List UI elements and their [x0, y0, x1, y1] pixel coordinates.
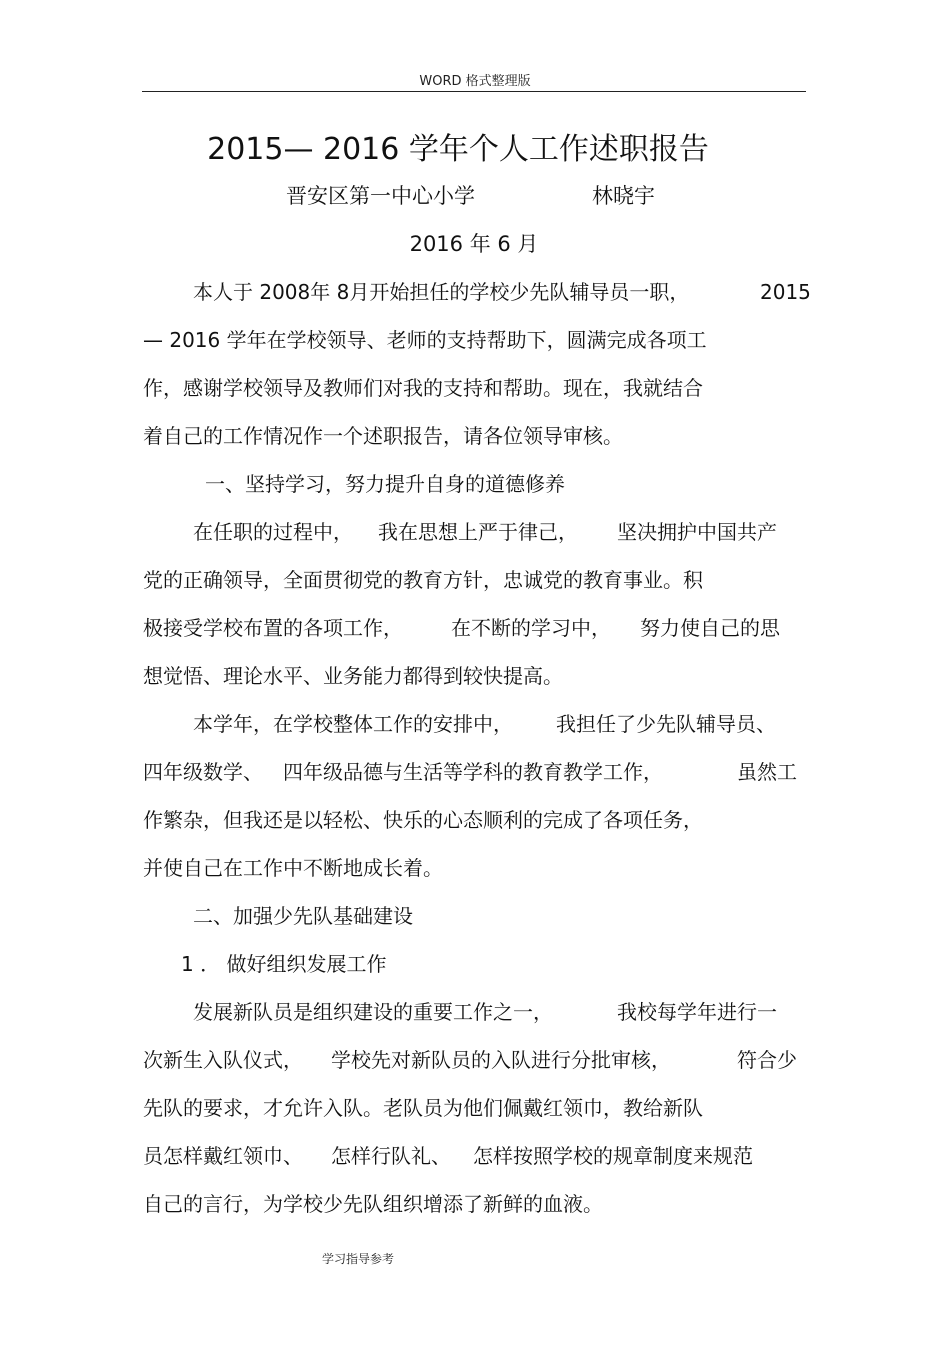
- body-line: 我校每学年进行一: [617, 1000, 777, 1024]
- body-line: 学校先对新队员的入队进行分批审核，: [331, 1048, 671, 1072]
- body-line: 发展新队员是组织建设的重要工作之一，: [193, 1000, 553, 1024]
- body-line: 次新生入队仪式，: [143, 1048, 303, 1072]
- body-line: 并使自己在工作中不断地成长着。: [143, 856, 443, 880]
- body-line: 想觉悟、理论水平、业务能力都得到较快提高。: [143, 664, 563, 688]
- body-line: 极接受学校布置的各项工作，: [143, 616, 403, 640]
- body-line: 作，感谢学校领导及教师们对我的支持和帮助。现在，我就结合: [143, 376, 703, 400]
- body-line: 着自己的工作情况作一个述职报告，请各位领导审核。: [143, 424, 623, 448]
- body-line: 本学年，在学校整体工作的安排中，: [193, 712, 513, 736]
- page-footer: 学习指导参考: [322, 1252, 395, 1266]
- body-line: 努力使自己的思: [640, 616, 780, 640]
- body-line: 本人于 2008年 8月开始担任的学校少先队辅导员一职，: [193, 280, 690, 304]
- header-divider: [142, 91, 806, 92]
- body-line: 四年级品德与生活等学科的教育教学工作，: [283, 760, 663, 784]
- body-line: 党的正确领导，全面贯彻党的教育方针，忠诚党的教育事业。积: [143, 568, 703, 592]
- body-line: 虽然工: [737, 760, 797, 784]
- section-heading: 二、加强少先队基础建设: [193, 904, 413, 928]
- body-line: 四年级数学、: [143, 760, 263, 784]
- body-line: 在任职的过程中，: [193, 520, 353, 544]
- body-line: 符合少: [737, 1048, 797, 1072]
- body-line: — 2016 学年在学校领导、老师的支持帮助下，圆满完成各项工: [143, 328, 707, 352]
- school-name: 晋安区第一中心小学: [286, 184, 475, 208]
- body-line: 怎样行队礼、: [331, 1144, 451, 1168]
- body-line: 坚决拥护中国共产: [617, 520, 777, 544]
- body-line: 怎样按照学校的规章制度来规范: [473, 1144, 753, 1168]
- report-date: 2016 年 6 月: [409, 232, 539, 256]
- subsection-heading: 1 ． 做好组织发展工作: [181, 952, 387, 976]
- section-heading: 一、坚持学习，努力提升自身的道德修养: [205, 472, 565, 496]
- body-line: 先队的要求，才允许入队。老队员为他们佩戴红领巾，教给新队: [143, 1096, 703, 1120]
- body-line: 在不断的学习中，: [451, 616, 611, 640]
- body-line: 2015: [760, 280, 811, 304]
- body-line: 我在思想上严于律己，: [378, 520, 578, 544]
- author-name: 林晓宇: [592, 184, 655, 208]
- page-header: WORD 格式整理版: [419, 74, 531, 89]
- body-line: 员怎样戴红领巾、: [143, 1144, 303, 1168]
- body-line: 自己的言行，为学校少先队组织增添了新鲜的血液。: [143, 1192, 603, 1216]
- document-title: 2015— 2016 学年个人工作述职报告: [207, 132, 709, 167]
- body-line: 我担任了少先队辅导员、: [556, 712, 776, 736]
- body-line: 作繁杂，但我还是以轻松、快乐的心态顺利的完成了各项任务，: [143, 808, 703, 832]
